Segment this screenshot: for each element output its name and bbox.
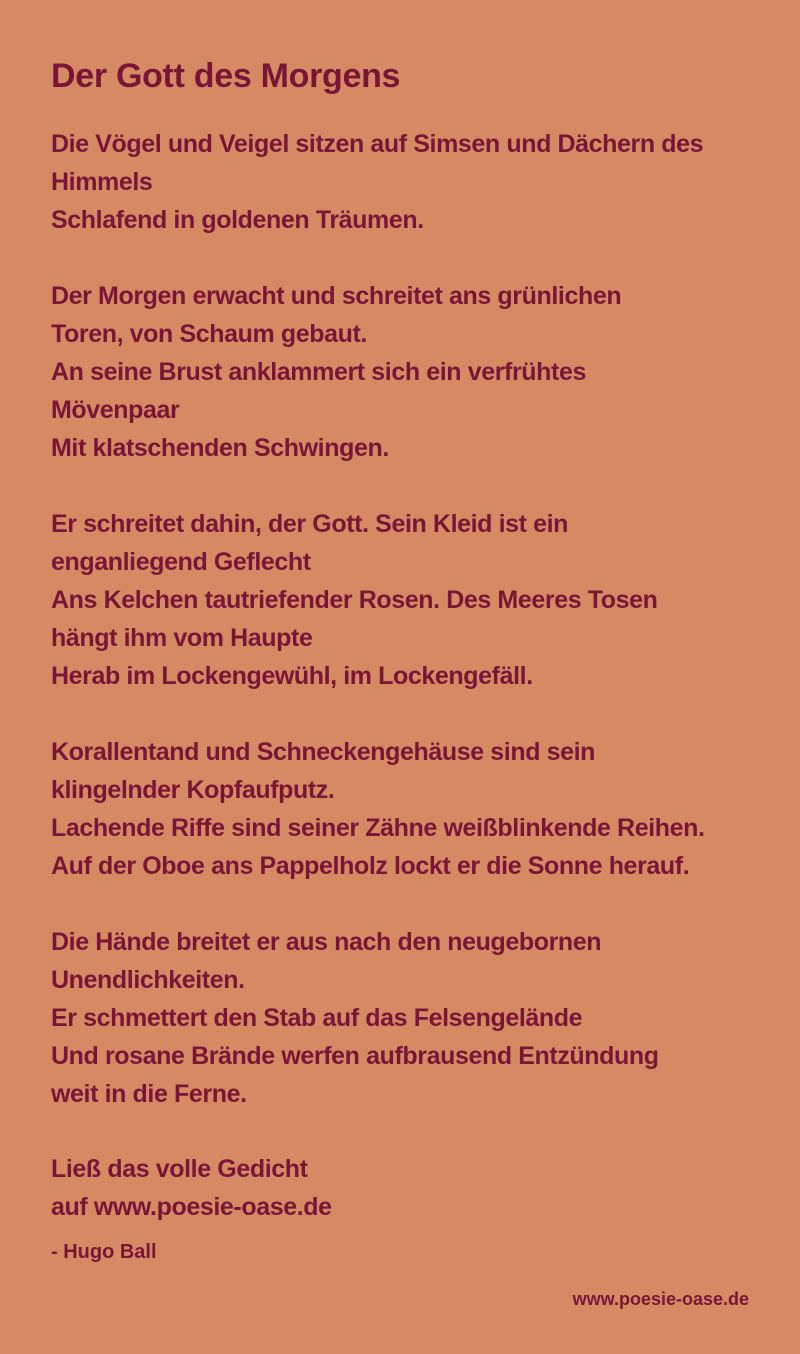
stanza-3	[51, 505, 761, 695]
read-full-poem-note	[51, 1150, 651, 1226]
poem-title: Der Gott des Morgens	[51, 57, 401, 95]
poem-line: Schlafend in goldenen Träumen.	[51, 206, 424, 234]
stanza-2	[51, 277, 761, 467]
poem-line: Unendlichkeiten.	[51, 966, 245, 994]
poem-body	[51, 125, 761, 1151]
poem-line: enganliegend Geflecht	[51, 548, 311, 576]
stanza-4	[51, 733, 761, 885]
poem-line: Er schreitet dahin, der Gott. Sein Kleid ist ein	[51, 510, 569, 538]
footer-website-url: www.poesie-oase.de	[572, 1289, 749, 1309]
poem-line: An seine Brust anklammert sich ein verfrühtes	[51, 358, 586, 386]
stanza-1	[51, 125, 761, 239]
cta-line: auf www.poesie-oase.de	[51, 1193, 332, 1221]
poem-line: Toren, von Schaum gebaut.	[51, 320, 367, 348]
poem-line: Ans Kelchen tautriefender Rosen. Des Meeres Tosen	[51, 586, 658, 614]
poem-line: klingelnder Kopfaufputz.	[51, 776, 335, 804]
poem-line: Korallentand und Schneckengehäuse sind sein	[51, 738, 596, 766]
poem-line: Auf der Oboe ans Pappelholz lockt er die Sonne herauf.	[51, 852, 690, 880]
poem-line: Die Vögel und Veigel sitzen auf Simsen und Dächern des	[51, 130, 704, 158]
poem-line: weit in die Ferne.	[51, 1080, 247, 1108]
poem-line: Der Morgen erwacht und schreitet ans grünlichen	[51, 282, 622, 310]
poem-line: Mövenpaar	[51, 396, 180, 424]
poem-line: Und rosane Brände werfen aufbrausend Entzündung	[51, 1042, 659, 1070]
poem-line: Er schmettert den Stab auf das Felsengelände	[51, 1004, 583, 1032]
author-credit: - Hugo Ball	[51, 1241, 157, 1263]
poem-line: Himmels	[51, 168, 153, 196]
poem-line: Die Hände breitet er aus nach den neugebornen	[51, 928, 602, 956]
poem-line: Mit klatschenden Schwingen.	[51, 434, 389, 462]
poem-line: hängt ihm vom Haupte	[51, 624, 313, 652]
cta-line: Ließ das volle Gedicht	[51, 1155, 308, 1183]
poem-line: Herab im Lockengewühl, im Lockengefäll.	[51, 662, 533, 690]
stanza-5	[51, 923, 761, 1113]
poem-line: Lachende Riffe sind seiner Zähne weißblinkende Reihen.	[51, 814, 705, 842]
